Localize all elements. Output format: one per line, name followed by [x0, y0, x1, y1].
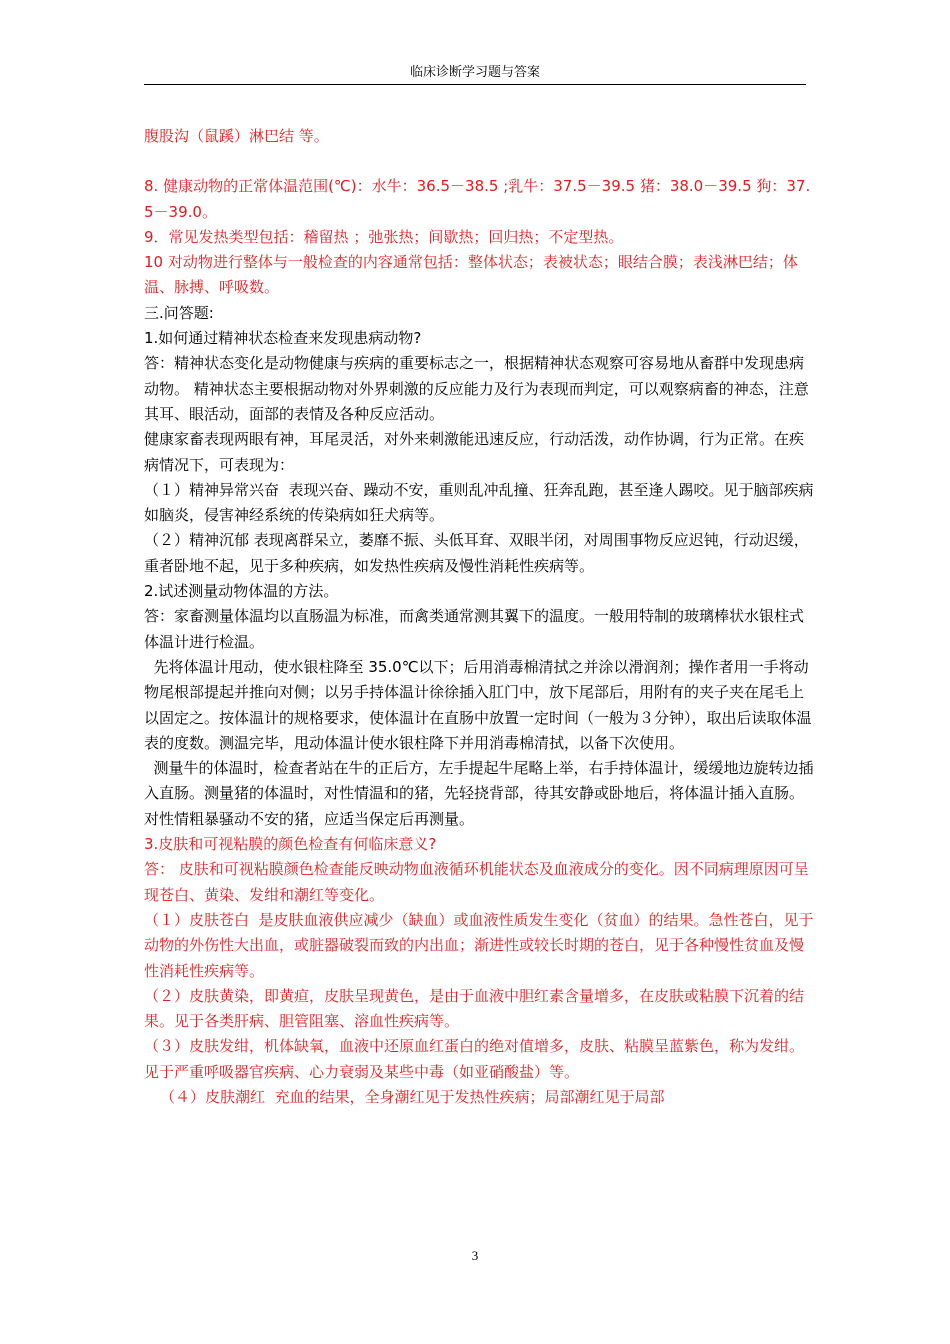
paragraph-1: 腹股沟（鼠蹊）淋巴结 等。 — [144, 127, 329, 145]
question-1: 1.如何通过精神状态检查来发现患病动物? — [144, 329, 422, 348]
answer-3-item-3: （３）皮肤发绀，机体缺氧，血液中还原血红蛋白的绝对值增多，皮肤、粘膜呈蓝紫色，称为发绀。见于严重呼吸器官疾病、心力衰弱及某些中毒（如亚硝酸盐）等。 — [144, 1037, 805, 1081]
answer-1-healthy: 健康家畜表现两眼有神，耳尾灵活，对外来刺激能迅速反应，行动活泼，动作协调，行为正常。在疾病情况下，可表现为： — [144, 430, 805, 474]
page-body — [144, 124, 814, 1110]
paragraph-4: 10 对动物进行整体与一般检查的内容通常包括：整体状态；表被状态；眼结合膜；表浅淋巴结；体温、脉搏、呼吸数。 — [144, 253, 798, 297]
page-header-title: 临床诊断学习题与答案 — [409, 65, 540, 80]
answer-3-item-1: （１）皮肤苍白 是皮肤血液供应减少（缺血）或血液性质发生变化（贫血）的结果。急性苍白，见于动物的外伤性大出血，或脏器破裂而致的内出血；渐进性或较长时期的苍白，见于各种慢性贫血及慢性消耗性疾病等。 — [144, 910, 814, 980]
header-divider — [144, 84, 806, 85]
answer-2-cattle-pig: 测量牛的体温时，检查者站在牛的正后方，左手提起牛尾略上举，右手持体温计，缓缓地边旋转边插入直肠。测量猪的体温时，对性情温和的猪，先轻挠背部，待其安静或卧地后，将体温计插入直肠。对性情粗暴骚动不安的猪，应适当保定后再测量。 — [144, 759, 814, 828]
answer-1-item-2: （２）精神沉郁 表现离群呆立，萎靡不振、头低耳耷、双眼半闭，对周围事物反应迟钝，行动迟缓，重者卧地不起，见于多种疾病，如发热性疾病及慢性消耗性疾病等。 — [144, 531, 809, 575]
answer-3-item-2: （２）皮肤黄染，即黄疸，皮肤呈现黄色，是由于血液中胆红素含量增多，在皮肤或粘膜下沉着的结果。见于各类肝病、胆管阻塞、溶血性疾病等。 — [144, 986, 805, 1031]
answer-1-item-1: （１）精神异常兴奋 表现兴奋、躁动不安，重则乱冲乱撞、狂奔乱跑，甚至逢人踢咬。见于脑部疾病如脑炎，侵害神经系统的传染病如狂犬病等。 — [144, 480, 814, 525]
page-number: 3 — [471, 1248, 479, 1263]
paragraph-2: 8. 健康动物的正常体温范围(℃)：水牛：36.5－38.5 ;乳牛：37.5－39.5 猪：38.0－39.5 狗：37.5－39.0。 — [144, 177, 811, 221]
question-2: 2.试述测量动物体温的方法。 — [144, 582, 339, 601]
paragraph-3: 9．常见发热类型包括：稽留热 ；弛张热；间歇热；回归热；不定型热。 — [144, 227, 624, 246]
answer-2-intro: 答：家畜测量体温均以直肠温为标准，而禽类通常测其翼下的温度。一般用特制的玻璃棒状水银柱式体温计进行检温。 — [144, 607, 805, 651]
question-3: 3.皮肤和可视粘膜的颜色检查有何临床意义? — [144, 835, 437, 854]
section-heading: 三.问答题: — [144, 303, 214, 322]
answer-2-procedure: 先将体温计甩动，使水银柱降至 35.0℃以下；后用消毒棉清拭之并涂以滑润剂；操作者用一手将动物尾根部提起并推向对侧；以另手持体温计徐徐插入肛门中，放下尾部后，用附有的夹子夹在尾毛上以固定之。按体温计的规格要求，使体温计在直肠中放置一定时间（一般为３分钟），取出后读取体温表的度数。测温完毕，甩动体温计使水银柱降下并用消毒棉清拭，以备下次使用。 — [144, 657, 812, 752]
answer-1-intro: 答：精神状态变化是动物健康与疾病的重要标志之一，根据精神状态观察可容易地从畜群中发现患病动物。 精神状态主要根据动物对外界刺激的反应能力及行为表现而判定，可以观察病畜的神态，注意其耳、眼活动，面部的表情及各种反应活动。 — [144, 354, 809, 423]
answer-3-item-4: （４）皮肤潮红 充血的结果，全身潮红见于发热性疾病；局部潮红见于局部 — [160, 1087, 665, 1106]
answer-3-intro: 答： 皮肤和可视粘膜颜色检查能反映动物血液循环机能状态及血液成分的变化。因不同病理原因可呈现苍白、黄染、发绀和潮红等变化。 — [144, 860, 809, 904]
